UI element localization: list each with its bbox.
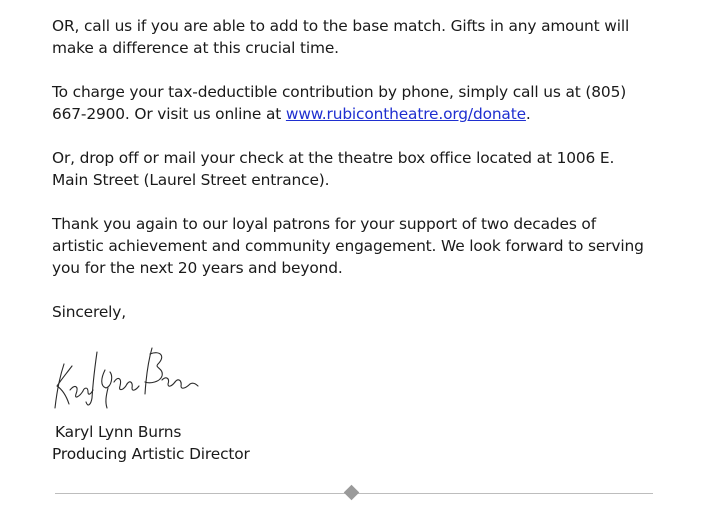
closing-salutation: Sincerely,	[52, 303, 126, 321]
box-office-paragraph: Or, drop off or mail your check at the theatre box office located at 1006 E. Main Street (Laurel Street entrance).	[52, 149, 615, 189]
thank-you-paragraph: Thank you again to our loyal patrons for your support of two decades of artistic achievement and community engagement. We look forward to serving you for the next 20 years and beyond.	[52, 215, 644, 277]
signer-name: Karyl Lynn Burns	[55, 423, 182, 441]
divider-diamond-ornament	[344, 485, 360, 501]
phone-donation-period: .	[525, 105, 531, 123]
match-paragraph: OR, call us if you are able to add to the base match. Gifts in any amount will make a difference at this crucial time.	[52, 17, 630, 57]
phone-donation-paragraph	[52, 81, 652, 125]
signer-title: Producing Artistic Director	[52, 445, 250, 463]
phone-donation-text: To charge your tax-deductible contribution by phone, simply call us at (805) 667-2900. Or visit us online at	[52, 83, 627, 123]
handwritten-signature	[50, 342, 200, 414]
donate-link[interactable]: www.rubicontheatre.org/donate	[285, 105, 526, 123]
